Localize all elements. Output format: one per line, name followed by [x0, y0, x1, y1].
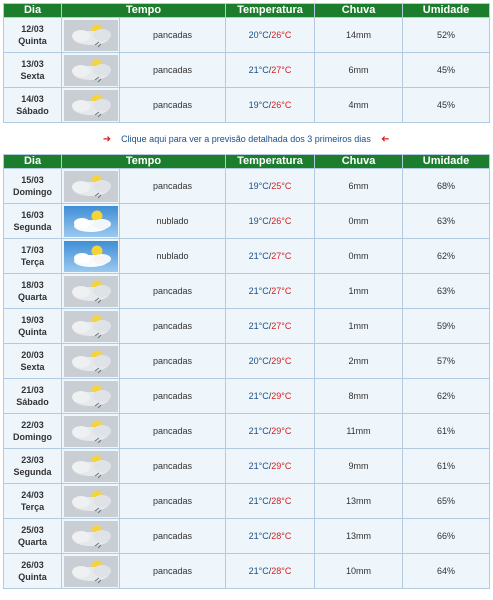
rain-cell: 13mm	[315, 519, 403, 554]
temp-min: 21°C	[248, 496, 269, 506]
forecast-row	[4, 88, 490, 123]
sun-cloud-rain-icon	[64, 486, 118, 517]
weather-icon-cell	[62, 274, 120, 309]
humidity-cell: 66%	[403, 519, 490, 554]
day-weekday: Quarta	[17, 292, 47, 302]
day-cell	[4, 554, 62, 589]
weather-icon-cell	[62, 554, 120, 589]
forecast-row	[4, 519, 490, 554]
day-date: 20/03	[21, 350, 44, 360]
forecast-row	[4, 484, 490, 519]
weather-icon-cell	[62, 449, 120, 484]
temp-min: 19°C	[248, 181, 269, 191]
header-rain: Chuva	[315, 155, 403, 169]
condition-cell: pancadas	[120, 519, 226, 554]
header-humidity: Umidade	[403, 4, 490, 18]
humidity-cell: 64%	[403, 554, 490, 589]
forecast-row	[4, 274, 490, 309]
weather-icon-cell	[62, 53, 120, 88]
day-weekday: Sexta	[20, 362, 45, 372]
temperature-cell	[226, 309, 315, 344]
rain-cell: 9mm	[315, 449, 403, 484]
day-date: 14/03	[21, 94, 44, 104]
humidity-cell: 63%	[403, 204, 490, 239]
rain-cell: 8mm	[315, 379, 403, 414]
sun-cloud-rain-icon	[64, 311, 118, 342]
sun-cloud-rain-icon	[64, 556, 118, 587]
humidity-cell: 65%	[403, 484, 490, 519]
temp-separator: /	[268, 251, 272, 261]
day-date: 21/03	[21, 385, 44, 395]
temp-min: 19°C	[248, 216, 269, 226]
humidity-cell: 45%	[403, 88, 490, 123]
day-cell	[4, 484, 62, 519]
temp-max: 27°C	[271, 321, 292, 331]
temp-max: 29°C	[271, 356, 292, 366]
condition-cell: pancadas	[120, 169, 226, 204]
rain-cell: 14mm	[315, 18, 403, 53]
day-cell	[4, 18, 62, 53]
temperature-cell	[226, 449, 315, 484]
rain-cell: 1mm	[315, 309, 403, 344]
temp-max: 26°C	[271, 216, 292, 226]
humidity-cell: 59%	[403, 309, 490, 344]
day-weekday: Sexta	[20, 71, 45, 81]
weather-icon-cell	[62, 169, 120, 204]
forecast-table-bottom	[3, 154, 490, 589]
day-cell	[4, 309, 62, 344]
day-date: 26/03	[21, 560, 44, 570]
temp-max: 26°C	[271, 100, 292, 110]
forecast-row	[4, 53, 490, 88]
day-cell	[4, 449, 62, 484]
day-cell	[4, 169, 62, 204]
condition-cell: nublado	[120, 239, 226, 274]
forecast-row	[4, 554, 490, 589]
temp-max: 27°C	[271, 251, 292, 261]
day-date: 15/03	[21, 175, 44, 185]
humidity-cell: 62%	[403, 379, 490, 414]
day-date: 16/03	[21, 210, 44, 220]
condition-cell: pancadas	[120, 554, 226, 589]
temperature-cell	[226, 18, 315, 53]
temp-min: 21°C	[248, 531, 269, 541]
day-cell	[4, 379, 62, 414]
temp-max: 27°C	[271, 286, 292, 296]
temp-separator: /	[268, 100, 272, 110]
weather-icon-cell	[62, 379, 120, 414]
rain-cell: 1mm	[315, 274, 403, 309]
forecast-row	[4, 239, 490, 274]
sun-cloud-rain-icon	[64, 171, 118, 202]
sun-cloud-sky-icon	[64, 241, 118, 272]
day-cell	[4, 344, 62, 379]
forecast-row	[4, 309, 490, 344]
temp-min: 19°C	[248, 100, 269, 110]
temp-max: 29°C	[271, 461, 292, 471]
rain-cell: 2mm	[315, 344, 403, 379]
day-weekday: Quarta	[17, 537, 47, 547]
sun-cloud-rain-icon	[64, 55, 118, 86]
day-date: 23/03	[21, 455, 44, 465]
forecast-header-row	[4, 155, 490, 169]
detailed-forecast-link[interactable]: Clique aqui para ver a previsão detalhada dos 3 primeiros dias	[121, 134, 371, 144]
rain-cell: 4mm	[315, 88, 403, 123]
temp-max: 28°C	[271, 496, 292, 506]
temperature-cell	[226, 379, 315, 414]
day-cell	[4, 274, 62, 309]
condition-cell: pancadas	[120, 449, 226, 484]
temp-max: 26°C	[271, 30, 292, 40]
day-weekday: Quinta	[18, 572, 47, 582]
forecast-row	[4, 344, 490, 379]
day-date: 19/03	[21, 315, 44, 325]
day-date: 12/03	[21, 24, 44, 34]
humidity-cell: 61%	[403, 414, 490, 449]
day-date: 22/03	[21, 420, 44, 430]
detailed-forecast-link-bar	[3, 130, 489, 148]
temp-separator: /	[268, 391, 272, 401]
temp-max: 28°C	[271, 566, 292, 576]
temp-separator: /	[268, 426, 272, 436]
header-rain: Chuva	[315, 4, 403, 18]
humidity-cell: 57%	[403, 344, 490, 379]
day-date: 25/03	[21, 525, 44, 535]
day-cell	[4, 88, 62, 123]
rain-cell: 0mm	[315, 204, 403, 239]
weather-icon-cell	[62, 484, 120, 519]
day-date: 13/03	[21, 59, 44, 69]
temp-max: 28°C	[271, 531, 292, 541]
day-cell	[4, 53, 62, 88]
temp-min: 21°C	[248, 426, 269, 436]
day-date: 24/03	[21, 490, 44, 500]
temp-max: 29°C	[271, 426, 292, 436]
sun-cloud-sky-icon	[64, 206, 118, 237]
temp-separator: /	[268, 356, 272, 366]
sun-cloud-rain-icon	[64, 381, 118, 412]
header-temperature: Temperatura	[226, 4, 315, 18]
day-weekday: Domingo	[13, 187, 52, 197]
temperature-cell	[226, 554, 315, 589]
temperature-cell	[226, 239, 315, 274]
condition-cell: pancadas	[120, 18, 226, 53]
condition-cell: pancadas	[120, 88, 226, 123]
temp-separator: /	[268, 496, 272, 506]
temp-separator: /	[268, 566, 272, 576]
sun-cloud-rain-icon	[64, 90, 118, 121]
temp-min: 21°C	[248, 286, 269, 296]
temp-min: 21°C	[248, 391, 269, 401]
sun-cloud-rain-icon	[64, 451, 118, 482]
temp-min: 21°C	[248, 65, 269, 75]
day-cell	[4, 204, 62, 239]
rain-cell: 11mm	[315, 414, 403, 449]
day-weekday: Domingo	[13, 432, 52, 442]
rain-cell: 13mm	[315, 484, 403, 519]
day-weekday: Terça	[20, 502, 45, 512]
temp-separator: /	[268, 216, 272, 226]
temp-max: 29°C	[271, 391, 292, 401]
forecast-row	[4, 18, 490, 53]
day-date: 17/03	[21, 245, 44, 255]
temp-separator: /	[268, 181, 272, 191]
temp-max: 25°C	[271, 181, 292, 191]
forecast-row	[4, 449, 490, 484]
rain-cell: 6mm	[315, 53, 403, 88]
day-cell	[4, 519, 62, 554]
weather-icon-cell	[62, 344, 120, 379]
forecast-table-top	[3, 3, 490, 123]
day-date: 18/03	[21, 280, 44, 290]
temperature-cell	[226, 169, 315, 204]
day-weekday: Segunda	[13, 222, 52, 232]
temperature-cell	[226, 414, 315, 449]
header-weather: Tempo	[62, 155, 226, 169]
forecast-row	[4, 379, 490, 414]
forecast-row	[4, 204, 490, 239]
condition-cell: pancadas	[120, 309, 226, 344]
temp-min: 21°C	[248, 461, 269, 471]
condition-cell: pancadas	[120, 53, 226, 88]
temperature-cell	[226, 88, 315, 123]
temperature-cell	[226, 484, 315, 519]
condition-cell: pancadas	[120, 484, 226, 519]
weather-icon-cell	[62, 414, 120, 449]
condition-cell: pancadas	[120, 414, 226, 449]
temp-separator: /	[268, 30, 272, 40]
temp-separator: /	[268, 321, 272, 331]
condition-cell: pancadas	[120, 274, 226, 309]
temperature-cell	[226, 274, 315, 309]
header-temperature: Temperatura	[226, 155, 315, 169]
sun-cloud-rain-icon	[64, 276, 118, 307]
day-weekday: Sábado	[16, 106, 49, 116]
temperature-cell	[226, 53, 315, 88]
weather-icon-cell	[62, 239, 120, 274]
day-weekday: Sábado	[16, 397, 49, 407]
temp-separator: /	[268, 531, 272, 541]
sun-cloud-rain-icon	[64, 521, 118, 552]
weather-icon-cell	[62, 309, 120, 344]
day-weekday: Segunda	[13, 467, 52, 477]
day-weekday: Quinta	[18, 36, 47, 46]
forecast-row	[4, 169, 490, 204]
day-cell	[4, 414, 62, 449]
day-weekday: Quinta	[18, 327, 47, 337]
header-humidity: Umidade	[403, 155, 490, 169]
humidity-cell: 68%	[403, 169, 490, 204]
temp-separator: /	[268, 65, 272, 75]
condition-cell: pancadas	[120, 344, 226, 379]
day-cell	[4, 239, 62, 274]
arrow-left-icon: ➜	[380, 134, 390, 145]
sun-cloud-rain-icon	[64, 416, 118, 447]
humidity-cell: 62%	[403, 239, 490, 274]
sun-cloud-rain-icon	[64, 346, 118, 377]
forecast-header-row	[4, 4, 490, 18]
temp-min: 21°C	[248, 321, 269, 331]
temp-min: 21°C	[248, 566, 269, 576]
sun-cloud-rain-icon	[64, 20, 118, 51]
rain-cell: 10mm	[315, 554, 403, 589]
condition-cell: nublado	[120, 204, 226, 239]
temp-min: 20°C	[248, 356, 269, 366]
humidity-cell: 63%	[403, 274, 490, 309]
temp-separator: /	[268, 286, 272, 296]
temp-max: 27°C	[271, 65, 292, 75]
humidity-cell: 52%	[403, 18, 490, 53]
header-day: Dia	[4, 155, 62, 169]
temp-separator: /	[268, 461, 272, 471]
weather-icon-cell	[62, 88, 120, 123]
rain-cell: 6mm	[315, 169, 403, 204]
temp-min: 21°C	[248, 251, 269, 261]
forecast-row	[4, 414, 490, 449]
condition-cell: pancadas	[120, 379, 226, 414]
weather-icon-cell	[62, 18, 120, 53]
arrow-right-icon: ➜	[102, 134, 112, 145]
weather-icon-cell	[62, 519, 120, 554]
header-weather: Tempo	[62, 4, 226, 18]
humidity-cell: 61%	[403, 449, 490, 484]
temperature-cell	[226, 519, 315, 554]
temp-min: 20°C	[248, 30, 269, 40]
rain-cell: 0mm	[315, 239, 403, 274]
weather-icon-cell	[62, 204, 120, 239]
header-day: Dia	[4, 4, 62, 18]
temperature-cell	[226, 344, 315, 379]
humidity-cell: 45%	[403, 53, 490, 88]
temperature-cell	[226, 204, 315, 239]
day-weekday: Terça	[20, 257, 45, 267]
